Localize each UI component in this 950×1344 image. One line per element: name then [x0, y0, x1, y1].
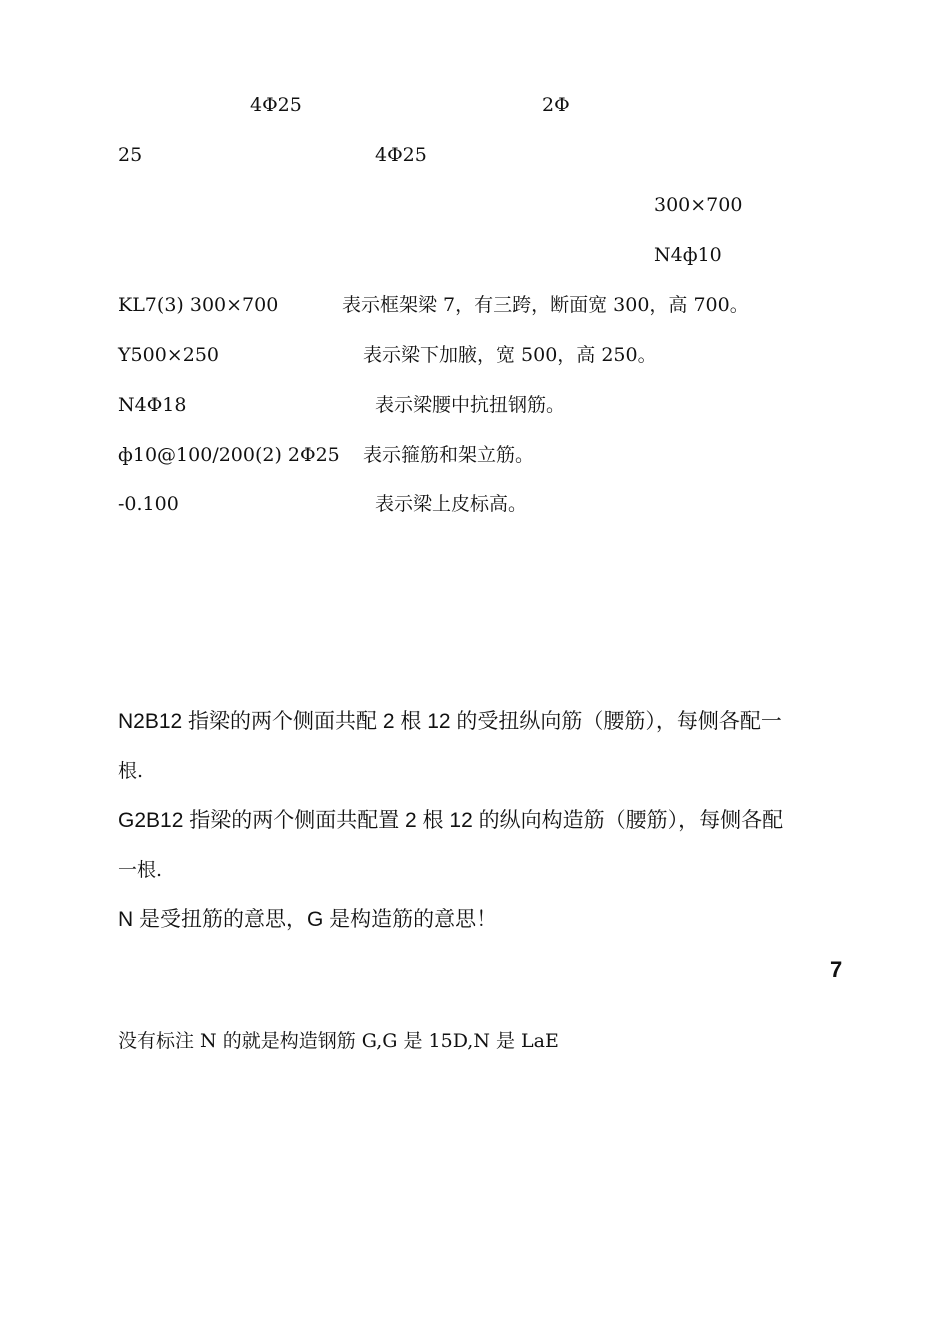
legend-code-stirrup: ф10@100/200(2) 2Φ25 [118, 444, 340, 466]
page-number: 7 [830, 957, 843, 982]
legend-code-kl7: KL7(3) 300×700 [118, 294, 279, 316]
legend-code-y500: Y500×250 [118, 344, 219, 366]
note-n2b12-line1: N2B12 指梁的两个侧面共配 2 根 12 的受扭纵向筋（腰筋），每侧各配一 [118, 710, 782, 733]
row3-text: 300×700 [654, 194, 743, 216]
row1-right-text: 2Φ [542, 94, 570, 116]
note-meaning: N 是受扭筋的意思，G 是构造筋的意思！ [118, 908, 498, 931]
row1-left-text: 4Φ25 [250, 94, 302, 116]
legend-desc-y500: 表示梁下加腋，宽 500，高 250。 [363, 344, 657, 366]
note-g2b12-line2: 一根. [118, 859, 163, 881]
row2-right-text: 4Φ25 [375, 144, 427, 166]
legend-desc-stirrup: 表示箍筋和架立筋。 [363, 444, 535, 466]
note-n2b12-line2: 根. [118, 760, 144, 782]
legend-desc-n4: 表示梁腰中抗扭钢筋。 [375, 394, 566, 416]
legend-desc-elevation: 表示梁上皮标高。 [375, 493, 528, 515]
row2-left-text: 25 [118, 144, 143, 166]
legend-code-n4: N4Φ18 [118, 394, 187, 416]
legend-desc-kl7: 表示框架梁 7，有三跨，断面宽 300，高 700。 [342, 294, 749, 316]
legend-code-elevation: -0.100 [118, 493, 179, 515]
footer-note: 没有标注 N 的就是构造钢筋 G,G 是 15D,N 是 LaE [118, 1030, 559, 1052]
row4-text: N4ф10 [654, 244, 722, 266]
note-g2b12-line1: G2B12 指梁的两个侧面共配置 2 根 12 的纵向构造筋（腰筋），每侧各配 [118, 809, 784, 832]
